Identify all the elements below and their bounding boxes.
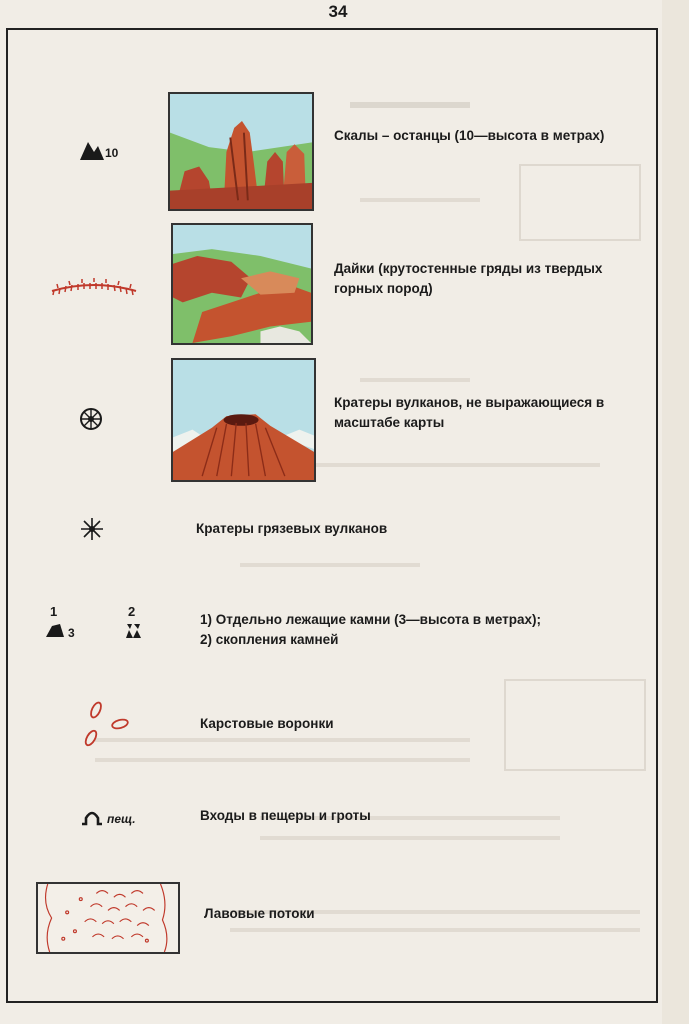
stone-symbol-1-number: 1 [50, 604, 58, 619]
stones-line-1: 1) Отдельно лежащие камни (3—высота в метрах); [200, 612, 542, 627]
dikes-picture [171, 223, 313, 345]
single-stone-icon [44, 604, 84, 640]
dike-ridge-icon [50, 275, 138, 297]
rock-remnant-height-label: 10 [105, 146, 119, 160]
page-edge [662, 0, 689, 1024]
stone-cluster-icon [122, 604, 152, 640]
cave-entrance-icon [80, 806, 160, 830]
volcano-crater-icon [78, 406, 104, 432]
legend-text-stones [200, 610, 640, 650]
legend-text-rock-remnants: Скалы – останцы (10—высота в метрах) [334, 128, 605, 143]
lava-flow-icon [36, 882, 180, 954]
legend-text-volcano-craters: Кратеры вулканов, не выражающиеся в масштабе карты [334, 395, 605, 430]
volcano-crater-picture [171, 358, 316, 482]
cave-abbreviation-label: пещ. [107, 812, 136, 826]
legend-text-mud-volcano-craters: Кратеры грязевых вулканов [196, 521, 388, 536]
mud-volcano-icon [80, 517, 104, 541]
rock-remnant-icon [78, 138, 128, 164]
legend-text-dikes: Дайки (крутостенные гряды из твердых горных пород) [334, 261, 603, 296]
legend-text-karst: Карстовые воронки [200, 716, 334, 731]
legend-text-caves: Входы в пещеры и гроты [200, 808, 371, 823]
rock-remnants-picture [168, 92, 314, 211]
legend-text-lava: Лавовые потоки [204, 906, 315, 921]
stones-line-2: 2) скопления камней [200, 632, 339, 647]
stone-symbol-2-number: 2 [128, 604, 136, 619]
page-number: 34 [328, 2, 348, 21]
karst-funnel-icon [80, 698, 134, 750]
stone-height-label: 3 [68, 626, 75, 640]
